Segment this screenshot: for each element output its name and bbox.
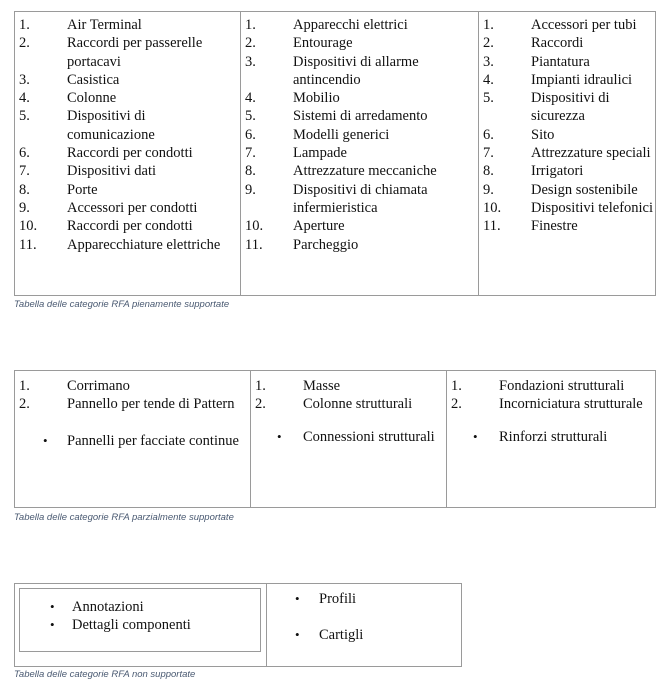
list-number: 8.	[245, 163, 256, 180]
table1-col2	[240, 12, 478, 295]
list-number: 2.	[245, 35, 256, 52]
list-item	[245, 16, 473, 34]
list-item	[245, 162, 473, 180]
table1-caption: Tabella delle categorie RFA pienamente supportate	[14, 299, 230, 310]
bullet-icon	[473, 428, 478, 446]
list-text: Lampade	[293, 145, 347, 162]
list-text: Apparecchi elettrici	[293, 17, 408, 33]
bullet-icon	[50, 598, 55, 616]
list-item	[483, 53, 655, 71]
bullet-text: Rinforzi strutturali	[499, 428, 608, 445]
list-text: Design sostenibile	[531, 181, 638, 198]
list-text: Incorniciatura strutturale	[499, 396, 643, 413]
list-item	[19, 107, 235, 144]
list-item	[255, 377, 443, 395]
list-number: 9.	[245, 181, 256, 198]
bullet-item	[267, 626, 463, 644]
bullet-item	[267, 590, 463, 608]
list-number: 2.	[255, 396, 266, 413]
list-item	[483, 181, 655, 199]
list-item	[245, 181, 473, 218]
list-number: 2.	[451, 396, 462, 413]
list-number: 10.	[483, 199, 502, 216]
table2-col1	[15, 371, 250, 507]
list-item	[245, 53, 473, 90]
list-text: Sistemi di arredamento	[293, 108, 428, 125]
bullet-text: Connessioni strutturali	[303, 428, 435, 445]
list-item	[19, 162, 235, 180]
list-number: 4.	[245, 90, 256, 107]
list-number: 4.	[19, 90, 30, 107]
list-item	[483, 126, 655, 144]
list-text: Apparecchiature elettriche	[67, 236, 221, 253]
list-number: 11.	[245, 236, 263, 253]
bullet-icon	[277, 428, 282, 446]
list-number: 9.	[483, 181, 494, 198]
list-item	[245, 236, 473, 254]
list-number: 1.	[483, 17, 494, 33]
list-item	[245, 144, 473, 162]
table2-caption: Tabella delle categorie RFA parzialmente supportate	[14, 512, 234, 523]
list-text: Entourage	[293, 35, 353, 52]
list-item	[451, 377, 655, 395]
list-text: Raccordi	[531, 35, 584, 52]
list-number: 1.	[451, 378, 462, 394]
table2-col3	[446, 371, 657, 507]
list-text: Attrezzature meccaniche	[293, 163, 437, 180]
bullet-icon	[43, 432, 48, 450]
bullet-icon	[295, 590, 300, 608]
list-text: Raccordi per condotti	[67, 218, 193, 235]
list-text: Mobilio	[293, 90, 340, 107]
list-text: Dispositivi di chiamata infermieristica	[293, 181, 428, 216]
list-text: Impianti idraulici	[531, 71, 633, 88]
table3-caption: Tabella delle categorie RFA non supportate	[14, 669, 196, 680]
list-item	[19, 181, 235, 199]
list-text: Finestre	[531, 218, 578, 235]
list-number: 11.	[19, 236, 37, 253]
bullet-item	[19, 432, 245, 450]
list-number: 3.	[245, 53, 256, 70]
list-text: Raccordi per passerelle portacavi	[67, 35, 203, 70]
table-not-supported	[14, 583, 462, 667]
list-item	[19, 89, 235, 107]
bullet-text: Pannelli per facciate continue	[67, 432, 239, 449]
list-number: 1.	[19, 17, 30, 33]
list-item	[19, 236, 235, 254]
list-item	[19, 395, 245, 413]
list-text: Accessori per tubi	[531, 17, 637, 33]
list-number: 8.	[19, 181, 30, 198]
list-text: Parcheggio	[293, 236, 359, 253]
list-text: Dispositivi telefonici	[531, 199, 654, 216]
table3-col1	[19, 588, 261, 652]
list-text: Pannello per tende di Pattern	[67, 396, 235, 413]
list-text: Raccordi per condotti	[67, 145, 193, 162]
list-text: Fondazioni strutturali	[499, 378, 625, 394]
list-item	[245, 89, 473, 107]
list-number: 6.	[19, 145, 30, 162]
list-text: Irrigatori	[531, 163, 584, 180]
bullet-item	[451, 428, 655, 446]
table2-col2	[250, 371, 446, 507]
table-partially-supported	[14, 370, 656, 508]
list-item	[483, 34, 655, 52]
table1-col3	[478, 12, 657, 295]
list-text: Colonne	[67, 90, 117, 107]
list-text: Porte	[67, 181, 98, 198]
list-item	[483, 16, 655, 34]
list-number: 5.	[483, 90, 494, 107]
list-item	[19, 377, 245, 395]
list-item	[483, 89, 655, 126]
list-text: Dispositivi dati	[67, 163, 157, 180]
list-item	[483, 217, 655, 235]
list-item	[483, 71, 655, 89]
bullet-item	[20, 598, 260, 616]
list-number: 10.	[245, 218, 264, 235]
list-item	[245, 126, 473, 144]
list-text: Colonne strutturali	[303, 396, 413, 413]
list-number: 1.	[255, 378, 266, 394]
list-number: 5.	[245, 108, 256, 125]
list-number: 6.	[483, 126, 494, 143]
bullet-icon	[50, 616, 55, 634]
table-fully-supported	[14, 11, 656, 296]
list-number: 5.	[19, 108, 30, 125]
list-item	[483, 144, 655, 162]
list-text: Masse	[303, 378, 341, 394]
list-number: 9.	[19, 199, 30, 216]
list-item	[245, 107, 473, 125]
list-number: 3.	[483, 53, 494, 70]
list-text: Dispositivi di sicurezza	[531, 90, 610, 125]
list-item	[19, 199, 235, 217]
list-text: Air Terminal	[67, 17, 142, 33]
list-text: Aperture	[293, 218, 345, 235]
list-text: Sito	[531, 126, 555, 143]
list-text: Dispositivi di allarme antincendio	[293, 53, 419, 88]
bullet-item	[20, 616, 260, 634]
list-number: 11.	[483, 218, 501, 235]
table1-col1	[15, 12, 240, 295]
list-number: 3.	[19, 71, 30, 88]
list-item	[451, 395, 655, 413]
list-text: Dispositivi di comunicazione	[67, 108, 155, 143]
list-number: 2.	[19, 396, 30, 413]
bullet-icon	[295, 626, 300, 644]
list-item	[483, 162, 655, 180]
list-number: 7.	[483, 145, 494, 162]
list-text: Piantatura	[531, 53, 590, 70]
list-number: 6.	[245, 126, 256, 143]
list-number: 10.	[19, 218, 38, 235]
list-text: Attrezzature speciali	[531, 145, 651, 162]
list-item	[19, 34, 235, 71]
list-number: 7.	[19, 163, 30, 180]
list-number: 2.	[19, 35, 30, 52]
list-item	[19, 144, 235, 162]
list-number: 2.	[483, 35, 494, 52]
list-text: Accessori per condotti	[67, 199, 198, 216]
list-item	[19, 217, 235, 235]
bullet-text: Cartigli	[319, 627, 364, 644]
list-item	[245, 34, 473, 52]
list-text: Corrimano	[67, 378, 130, 394]
list-item	[19, 16, 235, 34]
bullet-text: Dettagli componenti	[72, 617, 191, 634]
list-item	[19, 71, 235, 89]
list-number: 1.	[245, 17, 256, 33]
list-number: 8.	[483, 163, 494, 180]
list-text: Modelli generici	[293, 126, 390, 143]
table3-col2	[266, 584, 462, 666]
list-item	[255, 395, 443, 413]
bullet-text: Annotazioni	[72, 599, 144, 615]
bullet-text: Profili	[319, 591, 357, 607]
list-text: Casistica	[67, 71, 120, 88]
bullet-item	[255, 428, 443, 446]
list-item	[483, 199, 655, 217]
list-number: 1.	[19, 378, 30, 394]
list-number: 4.	[483, 71, 494, 88]
list-number: 7.	[245, 145, 256, 162]
list-item	[245, 217, 473, 235]
